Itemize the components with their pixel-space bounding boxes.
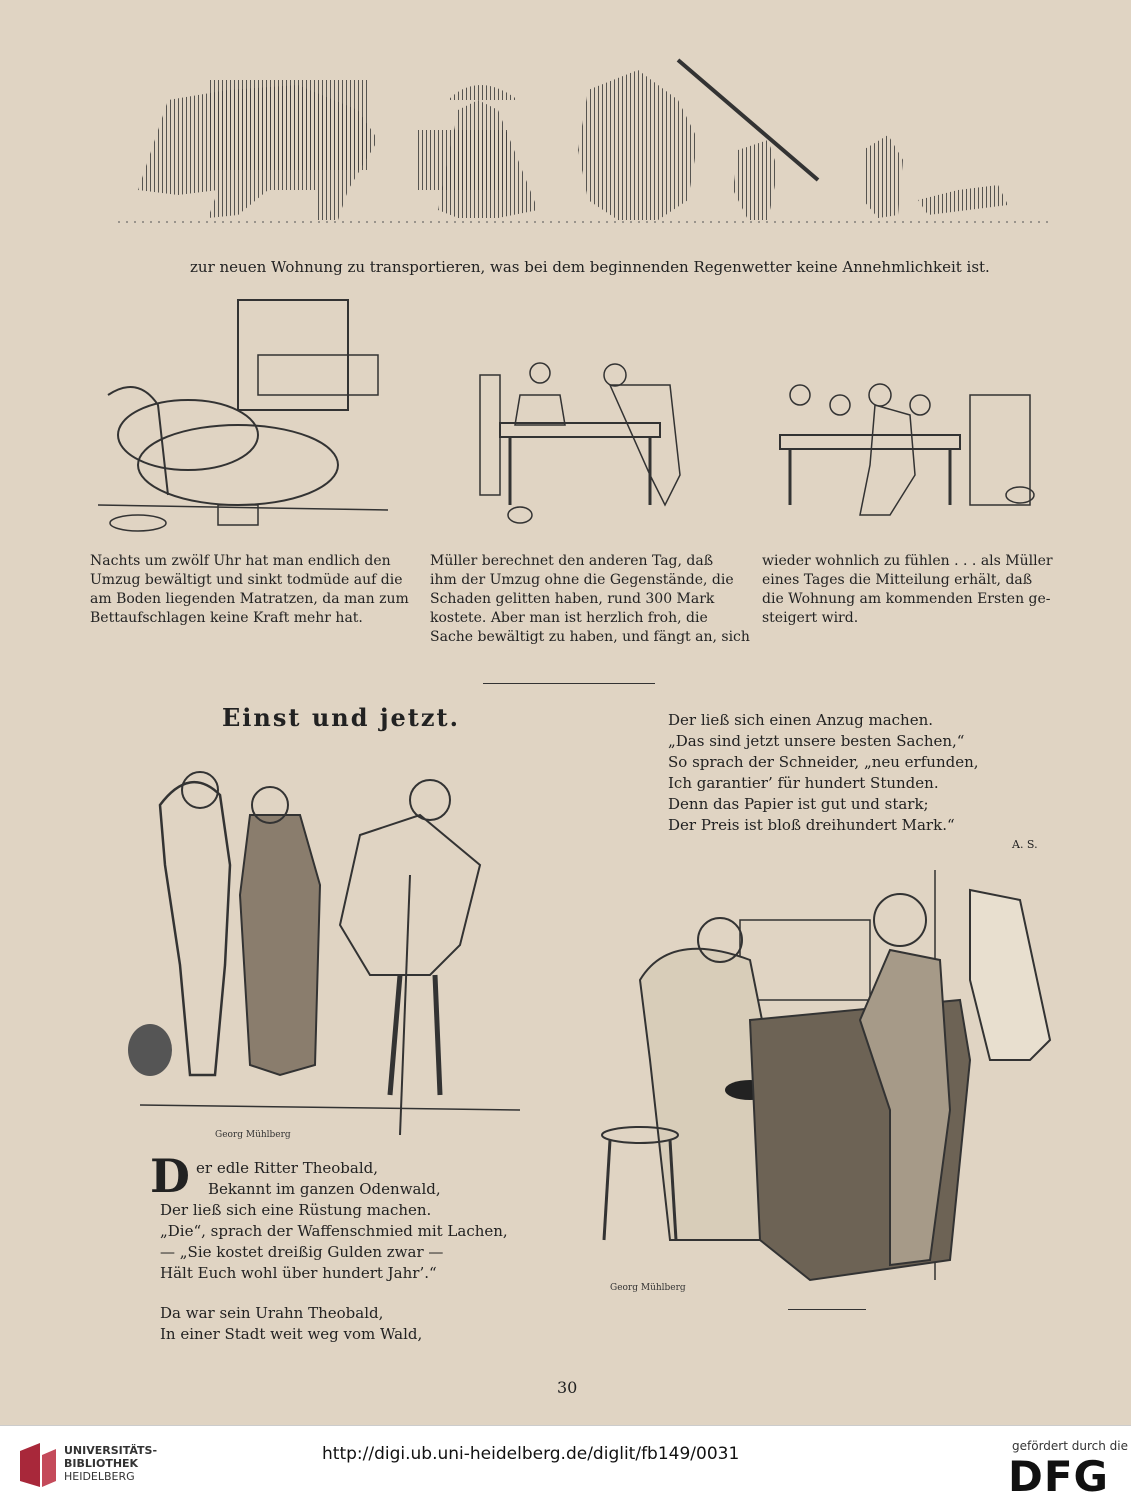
dropcap: D <box>150 1149 190 1203</box>
source-url-link[interactable]: http://digi.ub.uni-heidelberg.de/diglit/fb149/0031 <box>322 1444 740 1464</box>
author-initials: A. S. <box>1012 838 1038 851</box>
artist-signature-right: Georg Mühlberg <box>610 1283 686 1293</box>
caption-right: wieder wohnlich zu fühlen . . . als Müller eines Tages die Mitteilung erhält, daß die Wohnung am kommenden Ersten ge- steigert wird. <box>762 553 1053 626</box>
library-footer <box>0 1425 1131 1510</box>
page-number: 30 <box>557 1378 578 1397</box>
ornament-divider <box>788 1309 866 1310</box>
logo-line-1: UNIVERSITÄTS- <box>64 1444 158 1457</box>
logo-line-3: HEIDELBERG <box>64 1470 135 1483</box>
poem-left-stanza-1: er edle Ritter Theobald, Bekannt im ganzen Odenwald, Der ließ sich eine Rüstung machen. „Die“, sprach der Waffenschmied mit Lachen, — „Sie kostet dreißig Gulden zwar — Hält Euch wohl über hundert Jahr’.“ <box>160 1159 508 1282</box>
scene-illustration-family-table <box>760 375 1060 530</box>
artist-signature-left: Georg Mühlberg <box>215 1130 291 1140</box>
poem-right-stanza: Der ließ sich einen Anzug machen. „Das sind jetzt unsere besten Sachen,“ So sprach der Schneider, „neu erfunden, Ich garantier’ für hundert Stunden. Denn das Papier ist gut und stark; Der Preis ist bloß dreihundert Mark.“ <box>668 711 979 834</box>
caption-left: Nachts um zwölf Uhr hat man endlich den Umzug bewältigt und sinkt todmüde auf die am Boden liegenden Matratzen, da man zum Bettaufschlagen keine Kraft mehr hat. <box>90 553 409 626</box>
poem-title: Einst und jetzt. <box>222 703 460 732</box>
logo-line-2: BIBLIOTHEK <box>64 1457 139 1470</box>
scene-illustration-desk <box>470 355 720 535</box>
poem-left-stanza-2: Da war sein Urahn Theobald, In einer Stadt weit weg vom Wald, <box>160 1304 423 1343</box>
tailor-illustration <box>590 860 1060 1320</box>
funding-label: gefördert durch die <box>1012 1439 1128 1453</box>
dfg-logo: DFG <box>1008 1452 1110 1501</box>
silhouette-illustration <box>118 40 1048 230</box>
top-caption: zur neuen Wohnung zu transportieren, was bei dem beginnenden Regenwetter keine Annehmlichkeit ist. <box>190 258 990 276</box>
knight-armorer-illustration <box>120 745 530 1145</box>
section-divider <box>483 683 655 684</box>
scene-illustration-mattresses <box>78 295 408 535</box>
library-logo-text <box>64 1444 157 1483</box>
university-library-logo-icon <box>16 1441 60 1493</box>
caption-middle: Müller berechnet den anderen Tag, daß ihm der Umzug ohne die Gegenstände, die Schaden gelitten haben, rund 300 Mark kostete. Aber man ist herzlich froh, die Sache bewältigt zu haben, und fängt an, sich <box>430 553 750 645</box>
